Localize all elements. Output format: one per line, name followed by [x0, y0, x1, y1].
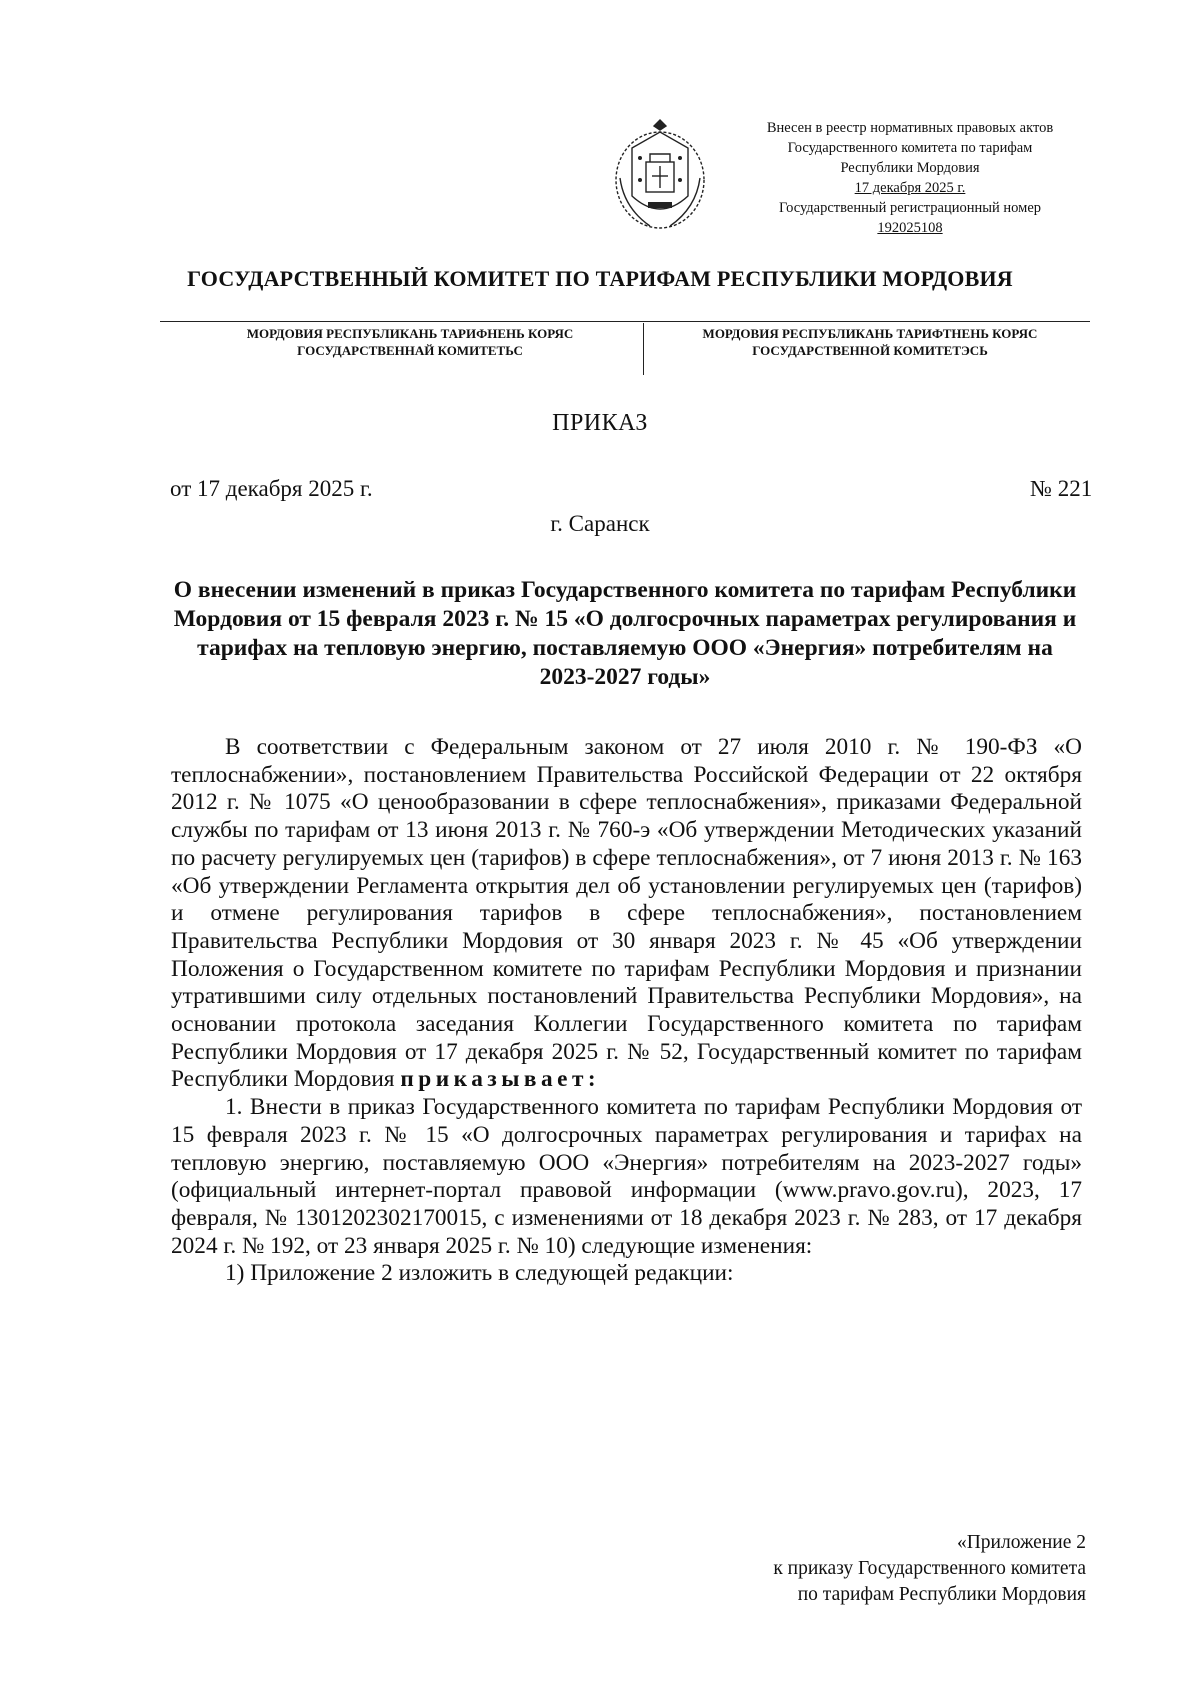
stamp-date: 17 декабря 2025 г.: [854, 180, 966, 196]
stamp-reg-number: 192025108: [877, 220, 943, 236]
header-vertical-divider: [643, 323, 644, 375]
mordovian-name-left: [190, 325, 630, 359]
stamp-line-3: Республики Мордовия: [840, 160, 980, 176]
mordovia-coat-of-arms-icon: [610, 118, 710, 236]
item-1-1: 1) Приложение 2 изложить в следующей редакции:: [225, 1260, 734, 1287]
order-city: г. Саранск: [550, 511, 650, 536]
preamble-paragraph: [171, 734, 1082, 1094]
header-divider: [160, 321, 1090, 322]
appendix-line-3: по тарифам Республики Мордовия: [797, 1584, 1086, 1605]
mordovian-name-right: [650, 325, 1090, 359]
preamble-text: В соответствии с Федеральным законом от 27 июля 2010 г. № 190-ФЗ «О теплоснабжении», постановлением Правительства Российской Федерации от 22 октября 2012 г. № 1075 «О ценообразовании в сфере теплоснабжения», приказами Федеральной службы по тарифам от 13 июня 2013 г. № 760-э «Об утверждении Методических указаний по расчету регулируемых цен (тарифов) в сфере теплоснабжения», от 7 июня 2013 г. № 163 «Об утверждении Регламента открытия дел об установлении регулируемых цен (тарифов) и отмене регулирования тарифов в сфере теплоснабжения», постановлением Правительства Республики Мордовия от 30 января 2023 г. № 45 «Об утверждении Положения о Государственном комитете по тарифам Республики Мордовия и признании утратившими силу отдельных постановлений Правительства Республики Мордовия», на основании протокола заседания Коллегии Государственного комитета по тарифам Республики Мордовия от 17 декабря 2025 г. № 52, Государственный комитет по тарифам Республики Мордовия: [171, 734, 1082, 1093]
order-date: от 17 декабря 2025 г.: [170, 476, 373, 501]
committee-name: ГОСУДАРСТВЕННЫЙ КОМИТЕТ ПО ТАРИФАМ РЕСПУБЛИКИ МОРДОВИЯ: [187, 266, 1013, 291]
order-number: № 221: [1030, 476, 1093, 501]
appendix-line-1: «Приложение 2: [956, 1532, 1086, 1553]
stamp-line-5: Государственный регистрационный номер: [778, 200, 1042, 216]
order-heading: О внесении изменений в приказ Государственного комитета по тарифам Республики Мордовия от 15 февраля 2023 г. № 15 «О долгосрочных параметрах регулирования и тарифах на тепловую энергию, поставляемую ООО «Энергия» потребителям на 2023-2027 годы»: [173, 577, 1077, 690]
stamp-line-1: Внесен в реестр нормативных правовых актов: [766, 120, 1054, 136]
document-body: [171, 734, 1082, 1288]
appendix-reference: [773, 1530, 1086, 1608]
mordovian-left-line-1: МОРДОВИЯ РЕСПУБЛИКАНЬ ТАРИФНЕНЬ КОРЯС: [246, 326, 574, 341]
registry-stamp: [700, 118, 1120, 238]
appendix-line-2: к приказу Государственного комитета: [773, 1558, 1086, 1579]
document-title: ПРИКАЗ: [552, 410, 648, 436]
mordovian-right-line-1: МОРДОВИЯ РЕСПУБЛИКАНЬ ТАРИФТНЕНЬ КОРЯС: [702, 326, 1038, 341]
mordovian-right-line-2: ГОСУДАРСТВЕННОЙ КОМИТЕТЭСЬ: [752, 343, 988, 358]
orders-word: приказывает:: [400, 1066, 601, 1093]
stamp-line-2: Государственного комитета по тарифам: [787, 140, 1033, 156]
item-1: 1. Внести в приказ Государственного комитета по тарифам Республики Мордовия от 15 февраля 2023 г. № 15 «О долгосрочных параметрах регулирования и тарифах на тепловую энергию, поставляемую ООО «Энергия» потребителям на 2023-2027 годы» (официальный интернет-портал правовой информации (www.pravo.gov.ru), 2023, 17 февраля, № 1301202302170015, с изменениями от 18 декабря 2023 г. № 283, от 17 декабря 2024 г. № 192, от 23 января 2025 г. № 10) следующие изменения:: [171, 1094, 1082, 1259]
mordovian-left-line-2: ГОСУДАРСТВЕННАЙ КОМИТЕТЬС: [297, 343, 523, 358]
